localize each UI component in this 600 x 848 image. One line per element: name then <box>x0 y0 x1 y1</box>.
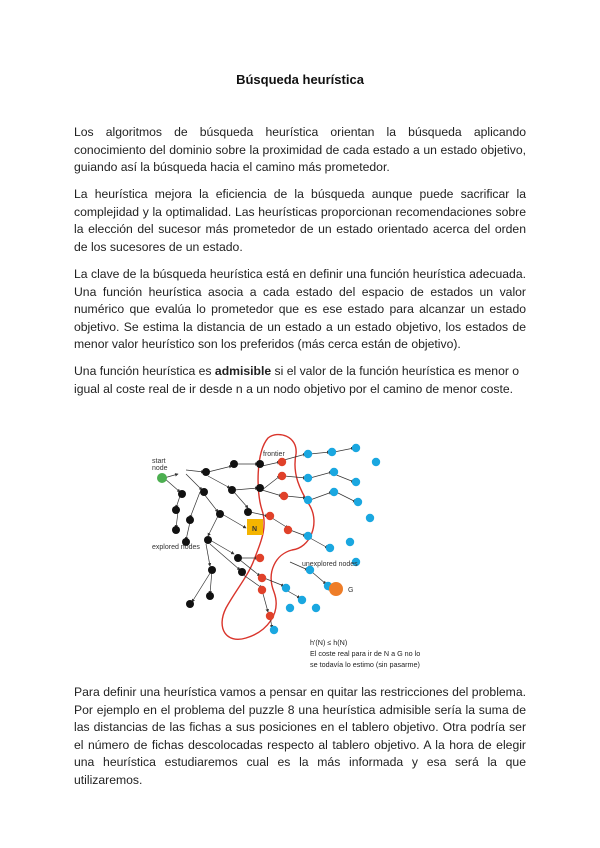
caption-line3: se todavía lo estimo (sin pasarme) <box>310 660 420 669</box>
label-unexplored: unexplored nodes <box>302 561 358 568</box>
paragraph-efficiency: La heurística mejora la eficiencia de la búsqueda aunque puede sacrificar la complejidad y la optimalidad. Las heurísticas proporcionan recomendaciones sobre la elección del sucesor más prometedor de un estado orientado acerca del orden de los sucesores de un estado. <box>74 187 526 254</box>
graph-edges <box>164 448 356 628</box>
label-explored: explored nodes <box>152 544 200 551</box>
admissible-term: admisible <box>214 364 272 378</box>
admissible-text-before: Una función heurística es <box>74 364 215 378</box>
label-n: N <box>252 526 258 533</box>
paragraph-heuristic-function: La clave de la búsqueda heurística está en definir una función heurística adecuada. Una función heurística asocia a cada estado del espacio de estados un valor numérico que evalúa lo prometedor que es ese estado para alcanzar un estado objetivo. Se estima la distancia de un estado a un estado objetivo, los estados de menor valor heurístico son los preferidos (más cerca están de objetivo). <box>74 267 526 351</box>
start-node <box>157 473 167 483</box>
search-graph-svg <box>150 432 450 680</box>
label-frontier: frontier <box>263 451 285 458</box>
paragraph-define-heuristic: Para definir una heurística vamos a pensar en quitar las restricciones del problema. Por ejemplo en el problema del puzzle 8 una heurística admisible sería la suma de las distancias de las fichas a sus posiciones en el tablero objetivo. Otra podría ser el número de fichas descolocadas respecto al tablero objetivo. A la hora de elegir una heurística estudiaremos cual es la más informada y esa será la que utilizaremos. <box>74 685 526 787</box>
caption-line1: h'(N) ≤ h(N) <box>310 638 348 647</box>
paragraph-admissible <box>74 363 526 398</box>
goal-node <box>329 582 343 596</box>
search-graph-figure <box>150 432 450 680</box>
document-title: Búsqueda heurística <box>236 72 364 87</box>
label-start-line1: start <box>152 458 166 465</box>
caption-line2: El coste real para ir de N a G no lo <box>310 649 421 658</box>
paragraph-intro: Los algoritmos de búsqueda heurística orientan la búsqueda aplicando conocimiento del dominio sobre la proximidad de cada estado a un estado objetivo, guiando así la búsqueda hacia el camino más prometedor. <box>74 125 526 174</box>
admissible-text-after: si el valor de la función heurística es menor o igual al coste real de ir desde n a un nodo objetivo por el camino de menor coste. <box>74 364 520 396</box>
label-g: G <box>348 587 354 594</box>
unexplored-nodes <box>270 444 380 634</box>
label-start-line2: node <box>152 465 168 472</box>
